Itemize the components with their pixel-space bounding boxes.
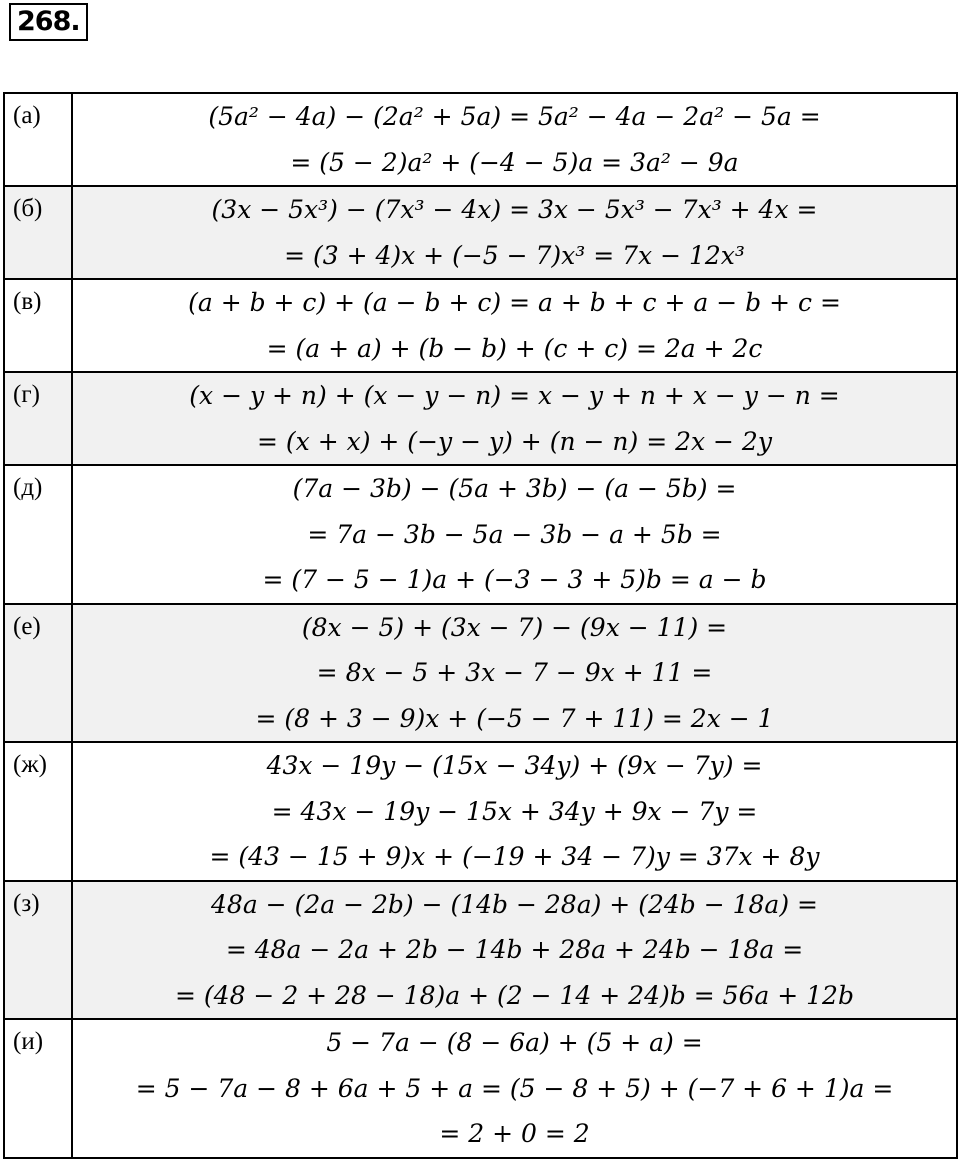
solution-row	[4, 1019, 957, 1158]
item-label: (в)	[4, 279, 72, 372]
item-label: (д)	[4, 465, 72, 604]
item-solution	[72, 881, 957, 1020]
item-solution	[72, 186, 957, 279]
solution-line: = (5 − 2)a² + (−4 − 5)a = 3a² − 9a	[290, 147, 739, 177]
item-solution	[72, 742, 957, 881]
solution-row	[4, 186, 957, 279]
solution-line: = 7a − 3b − 5a − 3b − a + 5b =	[307, 519, 722, 549]
solution-line: 48a − (2a − 2b) − (14b − 28a) + (24b − 18a) =	[211, 889, 818, 919]
solution-row	[4, 279, 957, 372]
solution-line: 5 − 7a − (8 − 6a) + (5 + a) =	[326, 1028, 703, 1057]
solution-line: = (7 − 5 − 1)a + (−3 − 3 + 5)b = a − b	[262, 565, 767, 594]
task-number: 268.	[9, 3, 88, 41]
solution-line: (8x − 5) + (3x − 7) − (9x − 11) =	[301, 612, 728, 642]
item-label: (г)	[4, 372, 72, 465]
solution-line: (x − y + n) + (x − y − n) = x − y + n + x − y − n =	[189, 381, 840, 410]
solution-row	[4, 742, 957, 881]
item-label: (е)	[4, 604, 72, 743]
item-solution	[72, 1019, 957, 1158]
solutions-table-body	[4, 93, 957, 1158]
item-label: (ж)	[4, 742, 72, 881]
solution-line: = (3 + 4)x + (−5 − 7)x³ = 7x − 12x³	[284, 240, 745, 270]
item-solution	[72, 279, 957, 372]
solution-line: = (x + x) + (−y − y) + (n − n) = 2x − 2y	[257, 426, 772, 456]
solution-line: = 2 + 0 = 2	[439, 1119, 590, 1148]
solution-line: (5a² − 4a) − (2a² + 5a) = 5a² − 4a − 2a² − 5a =	[208, 102, 821, 131]
solution-line: (3x − 5x³) − (7x³ − 4x) = 3x − 5x³ − 7x³ + 4x =	[211, 195, 818, 224]
solution-line: = (8 + 3 − 9)x + (−5 − 7 + 11) = 2x − 1	[255, 703, 774, 733]
solution-line: = 5 − 7a − 8 + 6a + 5 + a = (5 − 8 + 5) + (−7 + 6 + 1)a =	[135, 1073, 894, 1103]
solution-row	[4, 372, 957, 465]
item-solution	[72, 372, 957, 465]
item-label: (з)	[4, 881, 72, 1020]
solution-line: = (48 − 2 + 28 − 18)a + (2 − 14 + 24)b = 56a + 12b	[175, 980, 854, 1010]
item-label: (а)	[4, 93, 72, 186]
solution-line: (a + b + c) + (a − b + c) = a + b + c + a − b + c =	[188, 288, 841, 317]
solutions-table	[3, 92, 958, 1159]
solution-line: = 48a − 2a + 2b − 14b + 28a + 24b − 18a =	[225, 935, 804, 964]
solution-row	[4, 604, 957, 743]
solution-line: 43x − 19y − (15x − 34y) + (9x − 7y) =	[266, 751, 763, 780]
solution-line: = 8x − 5 + 3x − 7 − 9x + 11 =	[316, 658, 713, 687]
solution-row	[4, 465, 957, 604]
item-solution	[72, 93, 957, 186]
item-label: (б)	[4, 186, 72, 279]
solution-line: = 43x − 19y − 15x + 34y + 9x − 7y =	[271, 796, 758, 826]
solution-row	[4, 881, 957, 1020]
solution-row	[4, 93, 957, 186]
solution-line: (7a − 3b) − (5a + 3b) − (a − 5b) =	[292, 474, 737, 503]
item-label: (и)	[4, 1019, 72, 1158]
item-solution	[72, 604, 957, 743]
solution-line: = (a + a) + (b − b) + (c + c) = 2a + 2c	[266, 333, 763, 363]
item-solution	[72, 465, 957, 604]
solution-line: = (43 − 15 + 9)x + (−19 + 34 − 7)y = 37x + 8y	[209, 842, 820, 871]
